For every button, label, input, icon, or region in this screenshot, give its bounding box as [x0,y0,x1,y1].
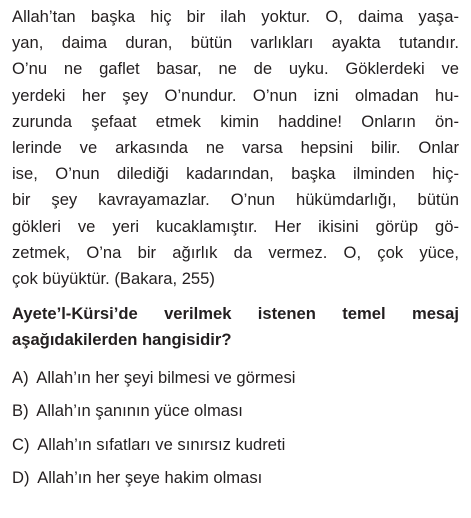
passage-line: yerdeki her şey O’nundur. O’nun izni olmadan hu- [12,85,459,105]
option-label: B) [12,401,29,421]
passage-line: yan, daima duran, bütün varlıkları ayakta tutandır. [12,33,459,53]
option-text: Allah’ın şanının yüce olması [36,401,243,421]
option-c[interactable] [12,434,459,456]
option-a[interactable] [12,367,459,389]
question-stem [12,301,459,353]
passage-line: gökleri ve yeri kucaklamıştır. Her ikisini görüp gö- [12,216,459,236]
passage-line: çok büyüktür. (Bakara, 255) [12,269,215,289]
verse-passage [12,4,459,292]
option-label: D) [12,468,30,488]
option-label: C) [12,434,30,454]
passage-line: Allah’tan başka hiç bir ilah yoktur. O, daima yaşa- [12,7,459,26]
option-text: Allah’ın her şeyi bilmesi ve görmesi [36,367,296,387]
passage-line: zetmek, O’na bir ağırlık da vermez. O, çok yüce, [12,242,459,262]
option-text: Allah’ın sıfatları ve sınırsız kudreti [37,434,286,454]
passage-line: O’nu ne gaflet basar, ne de uyku. Göklerdeki ve [12,59,459,79]
question-line: aşağıdakilerden hangisidir? [12,330,232,350]
answer-options [12,367,459,490]
passage-line: ise, O’nun dilediği kadarından, başka ilminden hiç- [12,164,459,184]
question-line: Ayete’l-Kürsi’de verilmek istenen temel mesaj [12,304,459,324]
passage-line: zurunda şefaat etmek kimin haddine! Onların ön- [12,111,459,131]
option-text: Allah’ın her şeye hakim olması [37,468,263,488]
passage-line: lerinde ve arkasında ne varsa hepsini bilir. Onlar [12,138,459,158]
option-d[interactable] [12,467,459,489]
option-b[interactable] [12,400,459,422]
option-label: A) [12,367,29,387]
passage-line: bir şey kavrayamazlar. O’nun hükümdarlığı, bütün [12,190,459,210]
